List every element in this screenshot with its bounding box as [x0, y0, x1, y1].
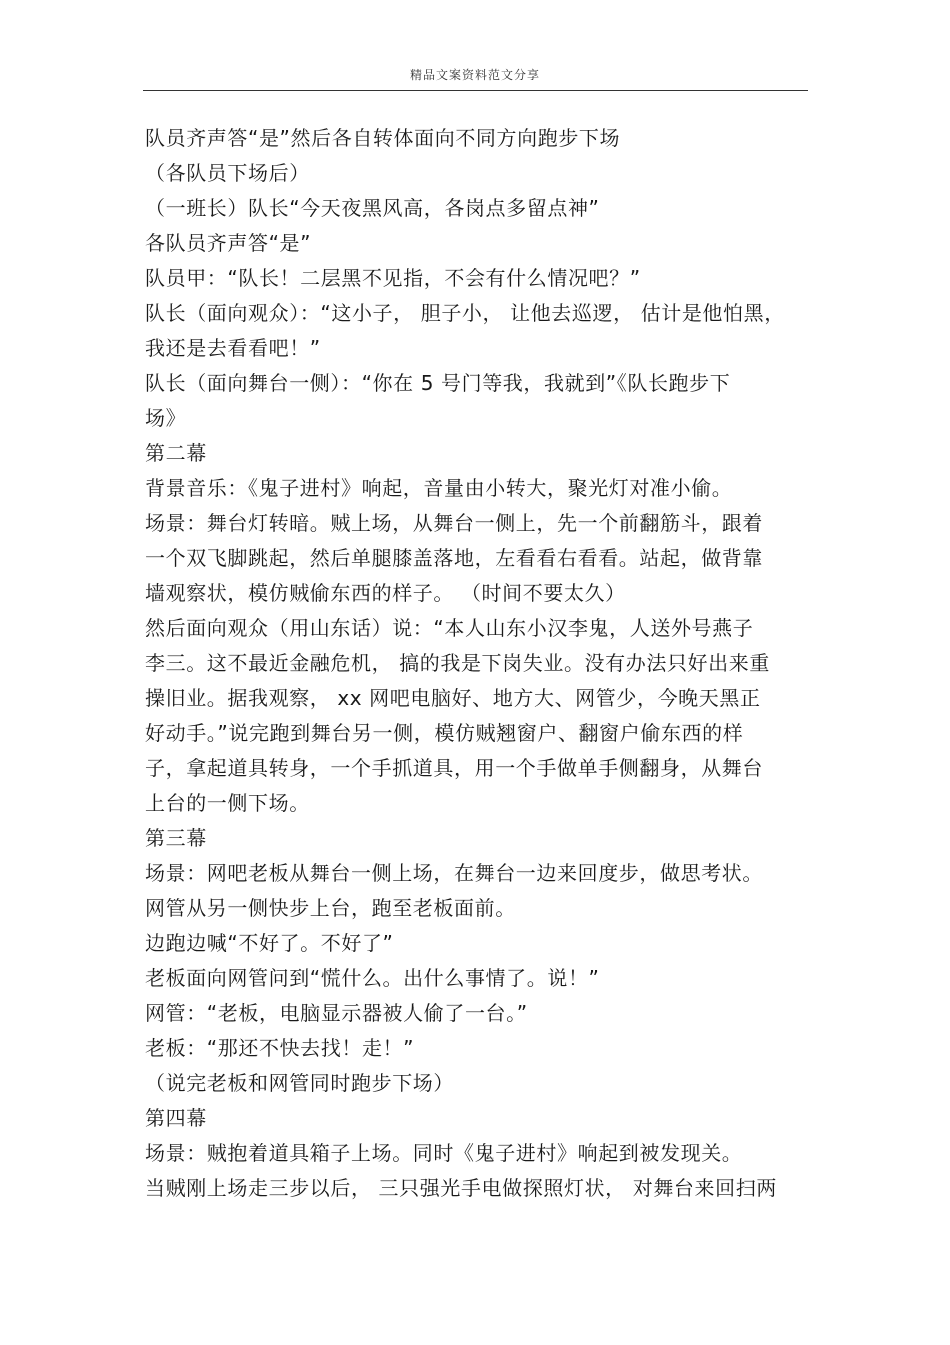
text-line: （一班长）队长“今天夜黑风高，各岗点多留点神”	[145, 196, 600, 220]
text-line: 操旧业。据我观察， xx 网吧电脑好、地方大、网管少，今晚天黑正	[145, 686, 761, 710]
text-line: 网管从另一侧快步上台，跑至老板面前。	[145, 896, 516, 920]
section-heading: 第四幕	[145, 1106, 207, 1130]
text-line: 场景：舞台灯转暗。贼上场，从舞台一侧上，先一个前翻筋斗，跟着	[145, 511, 763, 535]
text-line: 上台的一侧下场。	[145, 791, 310, 815]
text-line: 一个双飞脚跳起，然后单腿膝盖落地，左看看右看看。站起，做背靠	[145, 546, 763, 570]
text-line: 背景音乐：《鬼子进村》响起，音量由小转大，聚光灯对准小偷。	[145, 476, 733, 500]
section-heading: 第三幕	[145, 826, 207, 850]
text-line: 队长（面向舞台一侧）：“你在 5 号门等我，我就到”《队长跑步下	[145, 371, 731, 395]
text-line: 场》	[145, 406, 187, 430]
text-line: 场景：贼抱着道具箱子上场。同时《鬼子进村》响起到被发现关。	[145, 1141, 743, 1165]
text-line: 子，拿起道具转身，一个手抓道具，用一个手做单手侧翻身，从舞台	[145, 756, 763, 780]
text-line: 队员齐声答“是”然后各自转体面向不同方向跑步下场	[145, 126, 621, 150]
text-line: 老板面向网管问到“慌什么。出什么事情了。说！”	[145, 966, 600, 990]
text-line: 李三。这不最近金融危机， 搞的我是下岗失业。没有办法只好出来重	[145, 651, 770, 675]
text-line: 我还是去看看吧！”	[145, 336, 321, 360]
document-body	[145, 121, 805, 1206]
text-line: （说完老板和网管同时跑步下场）	[145, 1071, 454, 1095]
text-line: 好动手。”说完跑到舞台另一侧，模仿贼翘窗户、翻窗户偷东西的样	[145, 721, 744, 745]
text-line: 各队员齐声答“是”	[145, 231, 312, 255]
text-line: 老板：“那还不快去找！走！”	[145, 1036, 415, 1060]
text-line: 队员甲：“队长！二层黑不见指，不会有什么情况吧？”	[145, 266, 641, 290]
text-line: 边跑边喊“不好了。不好了”	[145, 931, 394, 955]
page-header: 精品文案资料范文分享	[409, 68, 540, 82]
text-line: 墙观察状，模仿贼偷东西的样子。 （时间不要太久）	[145, 581, 626, 605]
text-line: 当贼刚上场走三步以后， 三只强光手电做探照灯状， 对舞台来回扫两	[145, 1176, 777, 1200]
text-line: 场景：网吧老板从舞台一侧上场，在舞台一边来回度步，做思考状。	[145, 861, 763, 885]
text-line: （各队员下场后）	[145, 161, 310, 185]
text-line: 网管：“老板，电脑显示器被人偷了一台。”	[145, 1001, 528, 1025]
text-line: 队长（面向观众）：“这小子， 胆子小， 让他去巡逻， 估计是他怕黑，	[145, 301, 785, 325]
text-line: 然后面向观众（用山东话）说：“本人山东小汉李鬼，人送外号燕子	[145, 616, 754, 640]
section-heading: 第二幕	[145, 441, 207, 465]
header-divider	[143, 90, 808, 91]
